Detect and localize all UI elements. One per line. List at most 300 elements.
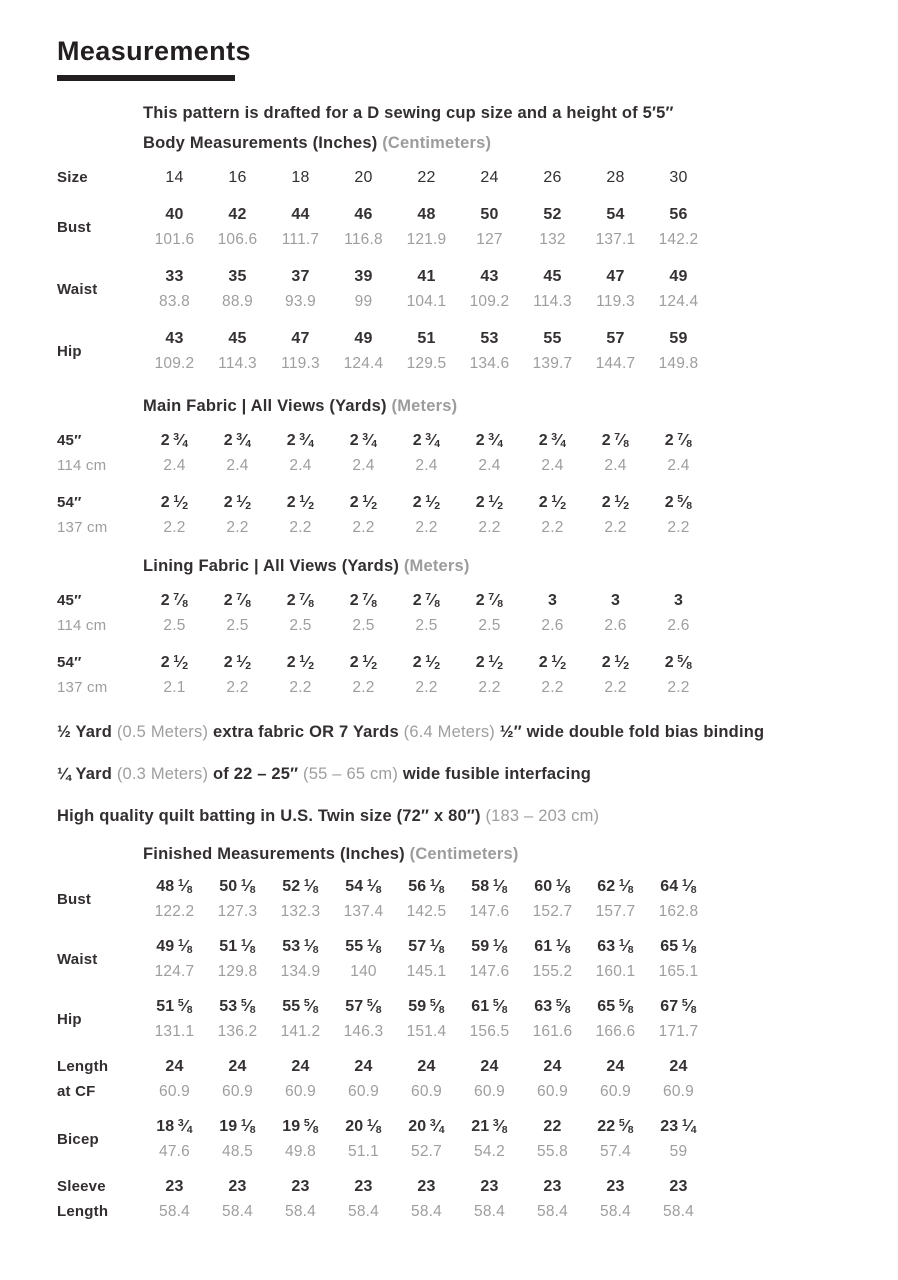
centimeters-value: 58.4: [159, 1203, 190, 1220]
row-values: [143, 934, 710, 984]
inches-value: 44: [291, 206, 310, 223]
note-segment: ½ Yard: [57, 723, 117, 741]
meters-value: 2.2: [478, 679, 501, 696]
inches-value: 64 $^1⁄_8$: [660, 877, 697, 896]
yards-value-line: [143, 490, 710, 515]
centimeters-value-line: [143, 1199, 710, 1224]
yards-value: 3: [673, 592, 684, 609]
measurement-sections: [57, 133, 898, 1224]
meters-value: 2.2: [289, 679, 312, 696]
finished-measurements: [57, 844, 898, 1224]
centimeters-value: 147.6: [469, 963, 510, 980]
inches-value-line: [143, 1114, 710, 1139]
size-value: 20: [354, 169, 373, 186]
size-value: 26: [543, 169, 562, 186]
centimeters-value: 58.4: [537, 1203, 568, 1220]
yards-value: 2 $^1⁄_2$: [538, 653, 567, 672]
centimeters-value: 60.9: [600, 1083, 631, 1100]
yards-value: 2 $^1⁄_2$: [286, 653, 315, 672]
inches-value: 45: [543, 268, 562, 285]
inches-value: 67 $^5⁄_8$: [660, 997, 697, 1016]
meters-value: 2.2: [541, 679, 564, 696]
centimeters-value: 134.6: [469, 355, 510, 372]
section-title: Main Fabric | All Views (Yards): [143, 397, 387, 415]
inches-value: 53: [480, 330, 499, 347]
meters-value-line: [143, 675, 710, 700]
row-label-line: Waist: [57, 950, 98, 968]
section-title-alt: (Centimeters): [409, 845, 519, 863]
meters-value: 2.2: [163, 519, 186, 536]
meters-value: 2.5: [163, 617, 186, 634]
inches-value: 55: [543, 330, 562, 347]
yards-value: 2 $^1⁄_2$: [475, 653, 504, 672]
inches-value: 51 $^5⁄_8$: [156, 997, 193, 1016]
meters-value-line: [143, 613, 710, 638]
section-title: Lining Fabric | All Views (Yards): [143, 557, 400, 575]
measurement-row: [57, 934, 898, 984]
centimeters-value-line: [143, 289, 710, 314]
yards-value-line: [143, 428, 710, 453]
yards-value: 2 $^5⁄_8$: [664, 493, 693, 512]
centimeters-value: 124.4: [343, 355, 384, 372]
meters-value: 2.2: [415, 519, 438, 536]
centimeters-value: 140: [350, 963, 377, 980]
row-label-line: Waist: [57, 280, 98, 298]
centimeters-value: 114.3: [533, 293, 572, 310]
inches-value: 61 $^5⁄_8$: [471, 997, 508, 1016]
meters-value: 2.2: [604, 679, 627, 696]
centimeters-value: 157.7: [595, 903, 636, 920]
finished-measurements-header: [143, 844, 898, 864]
centimeters-value: 101.6: [154, 231, 195, 248]
centimeters-value: 129.8: [217, 963, 258, 980]
row-values: [143, 874, 710, 924]
centimeters-value: 171.7: [658, 1023, 699, 1040]
yards-value: 2 $^1⁄_2$: [160, 653, 189, 672]
note-line: [57, 722, 898, 742]
inches-value: 63 $^1⁄_8$: [597, 937, 634, 956]
section-title: Body Measurements (Inches): [143, 134, 378, 152]
inches-value: 23: [228, 1178, 247, 1195]
meters-value: 2.2: [478, 519, 501, 536]
inches-value: 47: [606, 268, 625, 285]
centimeters-value: 58.4: [663, 1203, 694, 1220]
centimeters-value: 51.1: [348, 1143, 379, 1160]
row-label: [57, 490, 143, 540]
centimeters-value: 60.9: [285, 1083, 316, 1100]
inches-value: 23: [417, 1178, 436, 1195]
row-label-line: 137 cm: [57, 679, 108, 696]
inches-value: 51: [417, 330, 436, 347]
centimeters-value: 161.6: [532, 1023, 573, 1040]
inches-value: 20 $^1⁄_8$: [345, 1117, 382, 1136]
size-value: 14: [165, 169, 184, 186]
yards-value: 3: [610, 592, 621, 609]
centimeters-value: 122.2: [154, 903, 195, 920]
lining-fabric-header: [143, 556, 898, 576]
inches-value: 52 $^1⁄_8$: [282, 877, 319, 896]
row-label-line: Bust: [57, 890, 92, 908]
yards-value: 2 $^1⁄_2$: [349, 493, 378, 512]
inches-value: 63 $^5⁄_8$: [534, 997, 571, 1016]
note-segment: ½″ wide double fold bias binding: [494, 723, 765, 741]
centimeters-value: 139.7: [532, 355, 573, 372]
centimeters-value: 59: [669, 1143, 688, 1160]
yards-value: 2 $^1⁄_2$: [349, 653, 378, 672]
yards-value: 2 $^1⁄_2$: [160, 493, 189, 512]
inches-value: 62 $^1⁄_8$: [597, 877, 634, 896]
inches-value: 65 $^5⁄_8$: [597, 997, 634, 1016]
row-label: [57, 264, 143, 314]
meters-value: 2.4: [352, 457, 375, 474]
yards-value: 2 $^7⁄_8$: [223, 591, 252, 610]
row-label: [57, 588, 143, 638]
section-title: Finished Measurements (Inches): [143, 845, 405, 863]
row-label-line: Length: [57, 1058, 109, 1075]
meters-value: 2.2: [667, 519, 690, 536]
centimeters-value: 155.2: [532, 963, 573, 980]
inches-value: 55 $^5⁄_8$: [282, 997, 319, 1016]
centimeters-value: 127.3: [217, 903, 258, 920]
row-values: [143, 1174, 710, 1224]
yards-value: 2 $^3⁄_4$: [475, 431, 504, 450]
inches-value: 55 $^1⁄_8$: [345, 937, 382, 956]
inches-value: 53 $^5⁄_8$: [219, 997, 256, 1016]
meters-value: 2.4: [163, 457, 186, 474]
centimeters-value: 145.1: [406, 963, 447, 980]
yards-value: 2 $^1⁄_2$: [475, 493, 504, 512]
row-label: [57, 202, 143, 252]
meters-value: 2.2: [541, 519, 564, 536]
row-values: [143, 1114, 710, 1164]
centimeters-value-line: [143, 1079, 710, 1104]
centimeters-value: 142.5: [406, 903, 447, 920]
centimeters-value: 60.9: [537, 1083, 568, 1100]
inches-value: 60 $^1⁄_8$: [534, 877, 571, 896]
centimeters-value: 60.9: [222, 1083, 253, 1100]
centimeters-value: 142.2: [658, 231, 699, 248]
size-value: 16: [228, 169, 247, 186]
centimeters-value: 54.2: [474, 1143, 505, 1160]
yards-value: 2 $^1⁄_2$: [223, 653, 252, 672]
note-segment: extra fabric OR 7 Yards: [208, 723, 404, 741]
inches-value: 23: [354, 1178, 373, 1195]
yards-value: 2 $^3⁄_4$: [160, 431, 189, 450]
meters-value: 2.4: [226, 457, 249, 474]
section-title-alt: (Centimeters): [382, 134, 492, 152]
inches-value: 24: [543, 1058, 562, 1075]
meters-value: 2.1: [163, 679, 186, 696]
row-label: [57, 994, 143, 1044]
inches-value: 18 $^3⁄_4$: [156, 1117, 193, 1136]
centimeters-value: 109.2: [154, 355, 195, 372]
body-measurements: [57, 133, 898, 376]
inches-value: 59 $^1⁄_8$: [471, 937, 508, 956]
inches-value: 41: [417, 268, 436, 285]
measurement-row: [57, 588, 898, 638]
centimeters-value: 114.3: [218, 355, 257, 372]
notions-notes: [57, 722, 898, 826]
row-label: [57, 1114, 143, 1164]
note-metric-segment: (55 – 65 cm): [303, 765, 399, 783]
yards-value: 3: [547, 592, 558, 609]
meters-value: 2.4: [604, 457, 627, 474]
inches-value: 54 $^1⁄_8$: [345, 877, 382, 896]
inches-value: 43: [480, 268, 499, 285]
row-label-line: 45″: [57, 592, 82, 609]
inches-value: 35: [228, 268, 247, 285]
meters-value: 2.2: [352, 679, 375, 696]
inches-value: 61 $^1⁄_8$: [534, 937, 571, 956]
yards-value: 2 $^1⁄_2$: [412, 653, 441, 672]
inches-value: 59: [669, 330, 688, 347]
yards-value: 2 $^7⁄_8$: [160, 591, 189, 610]
yards-value: 2 $^1⁄_2$: [286, 493, 315, 512]
centimeters-value: 60.9: [474, 1083, 505, 1100]
inches-value: 23 $^1⁄_4$: [660, 1117, 697, 1136]
centimeters-value: 131.1: [154, 1023, 195, 1040]
note-line: [57, 806, 898, 826]
row-values: [143, 588, 710, 638]
yards-value: 2 $^3⁄_4$: [538, 431, 567, 450]
centimeters-value: 93.9: [285, 293, 316, 310]
inches-value: 56 $^1⁄_8$: [408, 877, 445, 896]
centimeters-value: 132.3: [280, 903, 321, 920]
row-label-line: 45″: [57, 432, 82, 449]
centimeters-value: 124.4: [658, 293, 699, 310]
inches-value: 24: [480, 1058, 499, 1075]
inches-value: 50: [480, 206, 499, 223]
meters-value-line: [143, 453, 710, 478]
centimeters-value: 134.9: [280, 963, 321, 980]
meters-value: 2.2: [415, 679, 438, 696]
row-label: [57, 1054, 143, 1104]
inches-value: 42: [228, 206, 247, 223]
row-label-line: 137 cm: [57, 519, 108, 536]
yards-value: 2 $^3⁄_4$: [349, 431, 378, 450]
meters-value: 2.5: [478, 617, 501, 634]
centimeters-value: 55.8: [537, 1143, 568, 1160]
inches-value: 37: [291, 268, 310, 285]
inches-value-line: [143, 874, 710, 899]
row-values: [143, 650, 710, 700]
size-label: Size: [57, 169, 88, 186]
row-label-line: Hip: [57, 342, 82, 360]
yards-value: 2 $^1⁄_2$: [601, 493, 630, 512]
measurement-row: [57, 428, 898, 478]
intro-text: This pattern is drafted for a D sewing cup size and a height of 5′5″: [143, 104, 674, 122]
yards-value: 2 $^7⁄_8$: [349, 591, 378, 610]
centimeters-value: 57.4: [600, 1143, 631, 1160]
size-row: [57, 165, 898, 190]
centimeters-value: 88.9: [222, 293, 253, 310]
centimeters-value: 48.5: [222, 1143, 253, 1160]
meters-value: 2.6: [667, 617, 690, 634]
centimeters-value: 124.7: [154, 963, 195, 980]
inches-value: 23: [606, 1178, 625, 1195]
centimeters-value: 137.4: [343, 903, 384, 920]
centimeters-value: 58.4: [222, 1203, 253, 1220]
centimeters-value: 156.5: [469, 1023, 510, 1040]
centimeters-value: 132: [539, 231, 566, 248]
centimeters-value: 83.8: [159, 293, 190, 310]
inches-value: 56: [669, 206, 688, 223]
yards-value: 2 $^3⁄_4$: [286, 431, 315, 450]
inches-value: 23: [480, 1178, 499, 1195]
inches-value: 49: [354, 330, 373, 347]
size-value: 18: [291, 169, 310, 186]
meters-value: 2.2: [226, 519, 249, 536]
inches-value-line: [143, 264, 710, 289]
row-label-line: Bicep: [57, 1130, 99, 1148]
centimeters-value: 58.4: [474, 1203, 505, 1220]
centimeters-value: 111.7: [281, 231, 320, 248]
row-label: [57, 1174, 143, 1224]
meters-value-line: [143, 515, 710, 540]
inches-value: 57 $^1⁄_8$: [408, 937, 445, 956]
inches-value: 48 $^1⁄_8$: [156, 877, 193, 896]
row-label-line: 54″: [57, 494, 82, 511]
measurement-row: [57, 1054, 898, 1104]
centimeters-value: 127: [476, 231, 503, 248]
centimeters-value: 151.4: [406, 1023, 447, 1040]
centimeters-value: 119.3: [281, 355, 320, 372]
meters-value: 2.2: [352, 519, 375, 536]
meters-value: 2.4: [667, 457, 690, 474]
yards-value: 2 $^7⁄_8$: [601, 431, 630, 450]
centimeters-value: 165.1: [658, 963, 699, 980]
meters-value: 2.6: [541, 617, 564, 634]
yards-value: 2 $^7⁄_8$: [664, 431, 693, 450]
centimeters-value: 104.1: [406, 293, 447, 310]
inches-value: 24: [354, 1058, 373, 1075]
yards-value: 2 $^3⁄_4$: [412, 431, 441, 450]
centimeters-value: 52.7: [411, 1143, 442, 1160]
inches-value: 23: [165, 1178, 184, 1195]
centimeters-value: 119.3: [596, 293, 635, 310]
yards-value: 2 $^7⁄_8$: [412, 591, 441, 610]
note-line: [57, 764, 898, 784]
centimeters-value: 136.2: [217, 1023, 258, 1040]
centimeters-value: 106.6: [217, 231, 258, 248]
centimeters-value: 162.8: [658, 903, 699, 920]
inches-value: 54: [606, 206, 625, 223]
measurement-row: [57, 1114, 898, 1164]
main-fabric-header: [143, 396, 898, 416]
row-label-line: Sleeve: [57, 1178, 106, 1195]
size-value: 24: [480, 169, 499, 186]
meters-value: 2.6: [604, 617, 627, 634]
inches-value: 43: [165, 330, 184, 347]
inches-value: 24: [417, 1058, 436, 1075]
row-label-line: 114 cm: [57, 617, 107, 634]
inches-value: 48: [417, 206, 436, 223]
centimeters-value: 116.8: [344, 231, 383, 248]
centimeters-value: 149.8: [658, 355, 699, 372]
centimeters-value: 58.4: [348, 1203, 379, 1220]
row-label-line: 54″: [57, 654, 82, 671]
body-measurements-header: [143, 133, 898, 153]
size-value: 28: [606, 169, 625, 186]
row-values: [143, 490, 710, 540]
inches-value: 39: [354, 268, 373, 285]
inches-value-line: [143, 202, 710, 227]
yards-value: 2 $^5⁄_8$: [664, 653, 693, 672]
meters-value: 2.2: [667, 679, 690, 696]
centimeters-value: 166.6: [595, 1023, 636, 1040]
row-label-line: Hip: [57, 1010, 82, 1028]
meters-value: 2.4: [478, 457, 501, 474]
inches-value: 65 $^1⁄_8$: [660, 937, 697, 956]
row-values: [143, 1054, 710, 1104]
yards-value: 2 $^7⁄_8$: [286, 591, 315, 610]
measurement-row: [57, 650, 898, 700]
measurement-row: [57, 326, 898, 376]
section-title-alt: (Meters): [391, 397, 458, 415]
measurement-row: [57, 994, 898, 1044]
inches-value: 40: [165, 206, 184, 223]
centimeters-value: 58.4: [600, 1203, 631, 1220]
centimeters-value: 60.9: [348, 1083, 379, 1100]
measurement-row: [57, 1174, 898, 1224]
meters-value: 2.5: [226, 617, 249, 634]
centimeters-value: 146.3: [343, 1023, 384, 1040]
meters-value: 2.4: [289, 457, 312, 474]
inches-value: 51 $^1⁄_8$: [219, 937, 256, 956]
row-label: [57, 650, 143, 700]
centimeters-value-line: [143, 1139, 710, 1164]
meters-value: 2.4: [415, 457, 438, 474]
inches-value: 58 $^1⁄_8$: [471, 877, 508, 896]
row-values: [143, 326, 710, 376]
centimeters-value-line: [143, 959, 710, 984]
meters-value: 2.5: [352, 617, 375, 634]
measurement-row: [57, 202, 898, 252]
row-label: [57, 326, 143, 376]
centimeters-value-line: [143, 1019, 710, 1044]
yards-value: 2 $^7⁄_8$: [475, 591, 504, 610]
yards-value: 2 $^1⁄_2$: [538, 493, 567, 512]
centimeters-value: 141.2: [280, 1023, 321, 1040]
centimeters-value: 49.8: [285, 1143, 316, 1160]
inches-value: 22: [543, 1118, 562, 1135]
centimeters-value-line: [143, 227, 710, 252]
centimeters-value: 99: [354, 293, 373, 310]
inches-value: 57: [606, 330, 625, 347]
inches-value: 24: [669, 1058, 688, 1075]
inches-value: 19 $^5⁄_8$: [282, 1117, 319, 1136]
row-label-line: at CF: [57, 1083, 96, 1100]
centimeters-value: 137.1: [595, 231, 636, 248]
centimeters-value: 60.9: [159, 1083, 190, 1100]
note-metric-segment: (183 – 203 cm): [485, 807, 600, 825]
inches-value: 57 $^5⁄_8$: [345, 997, 382, 1016]
meters-value: 2.5: [289, 617, 312, 634]
meters-value: 2.2: [226, 679, 249, 696]
inches-value: 24: [165, 1058, 184, 1075]
inches-value: 33: [165, 268, 184, 285]
centimeters-value: 147.6: [469, 903, 510, 920]
inches-value: 24: [291, 1058, 310, 1075]
inches-value: 23: [291, 1178, 310, 1195]
row-label: [57, 874, 143, 924]
centimeters-value: 160.1: [595, 963, 636, 980]
note-segment: ¼ Yard: [57, 765, 117, 783]
meters-value: 2.5: [415, 617, 438, 634]
inches-value: 49: [669, 268, 688, 285]
note-segment: High quality quilt batting in U.S. Twin size (72″ x 80″): [57, 807, 486, 825]
meters-value: 2.2: [604, 519, 627, 536]
